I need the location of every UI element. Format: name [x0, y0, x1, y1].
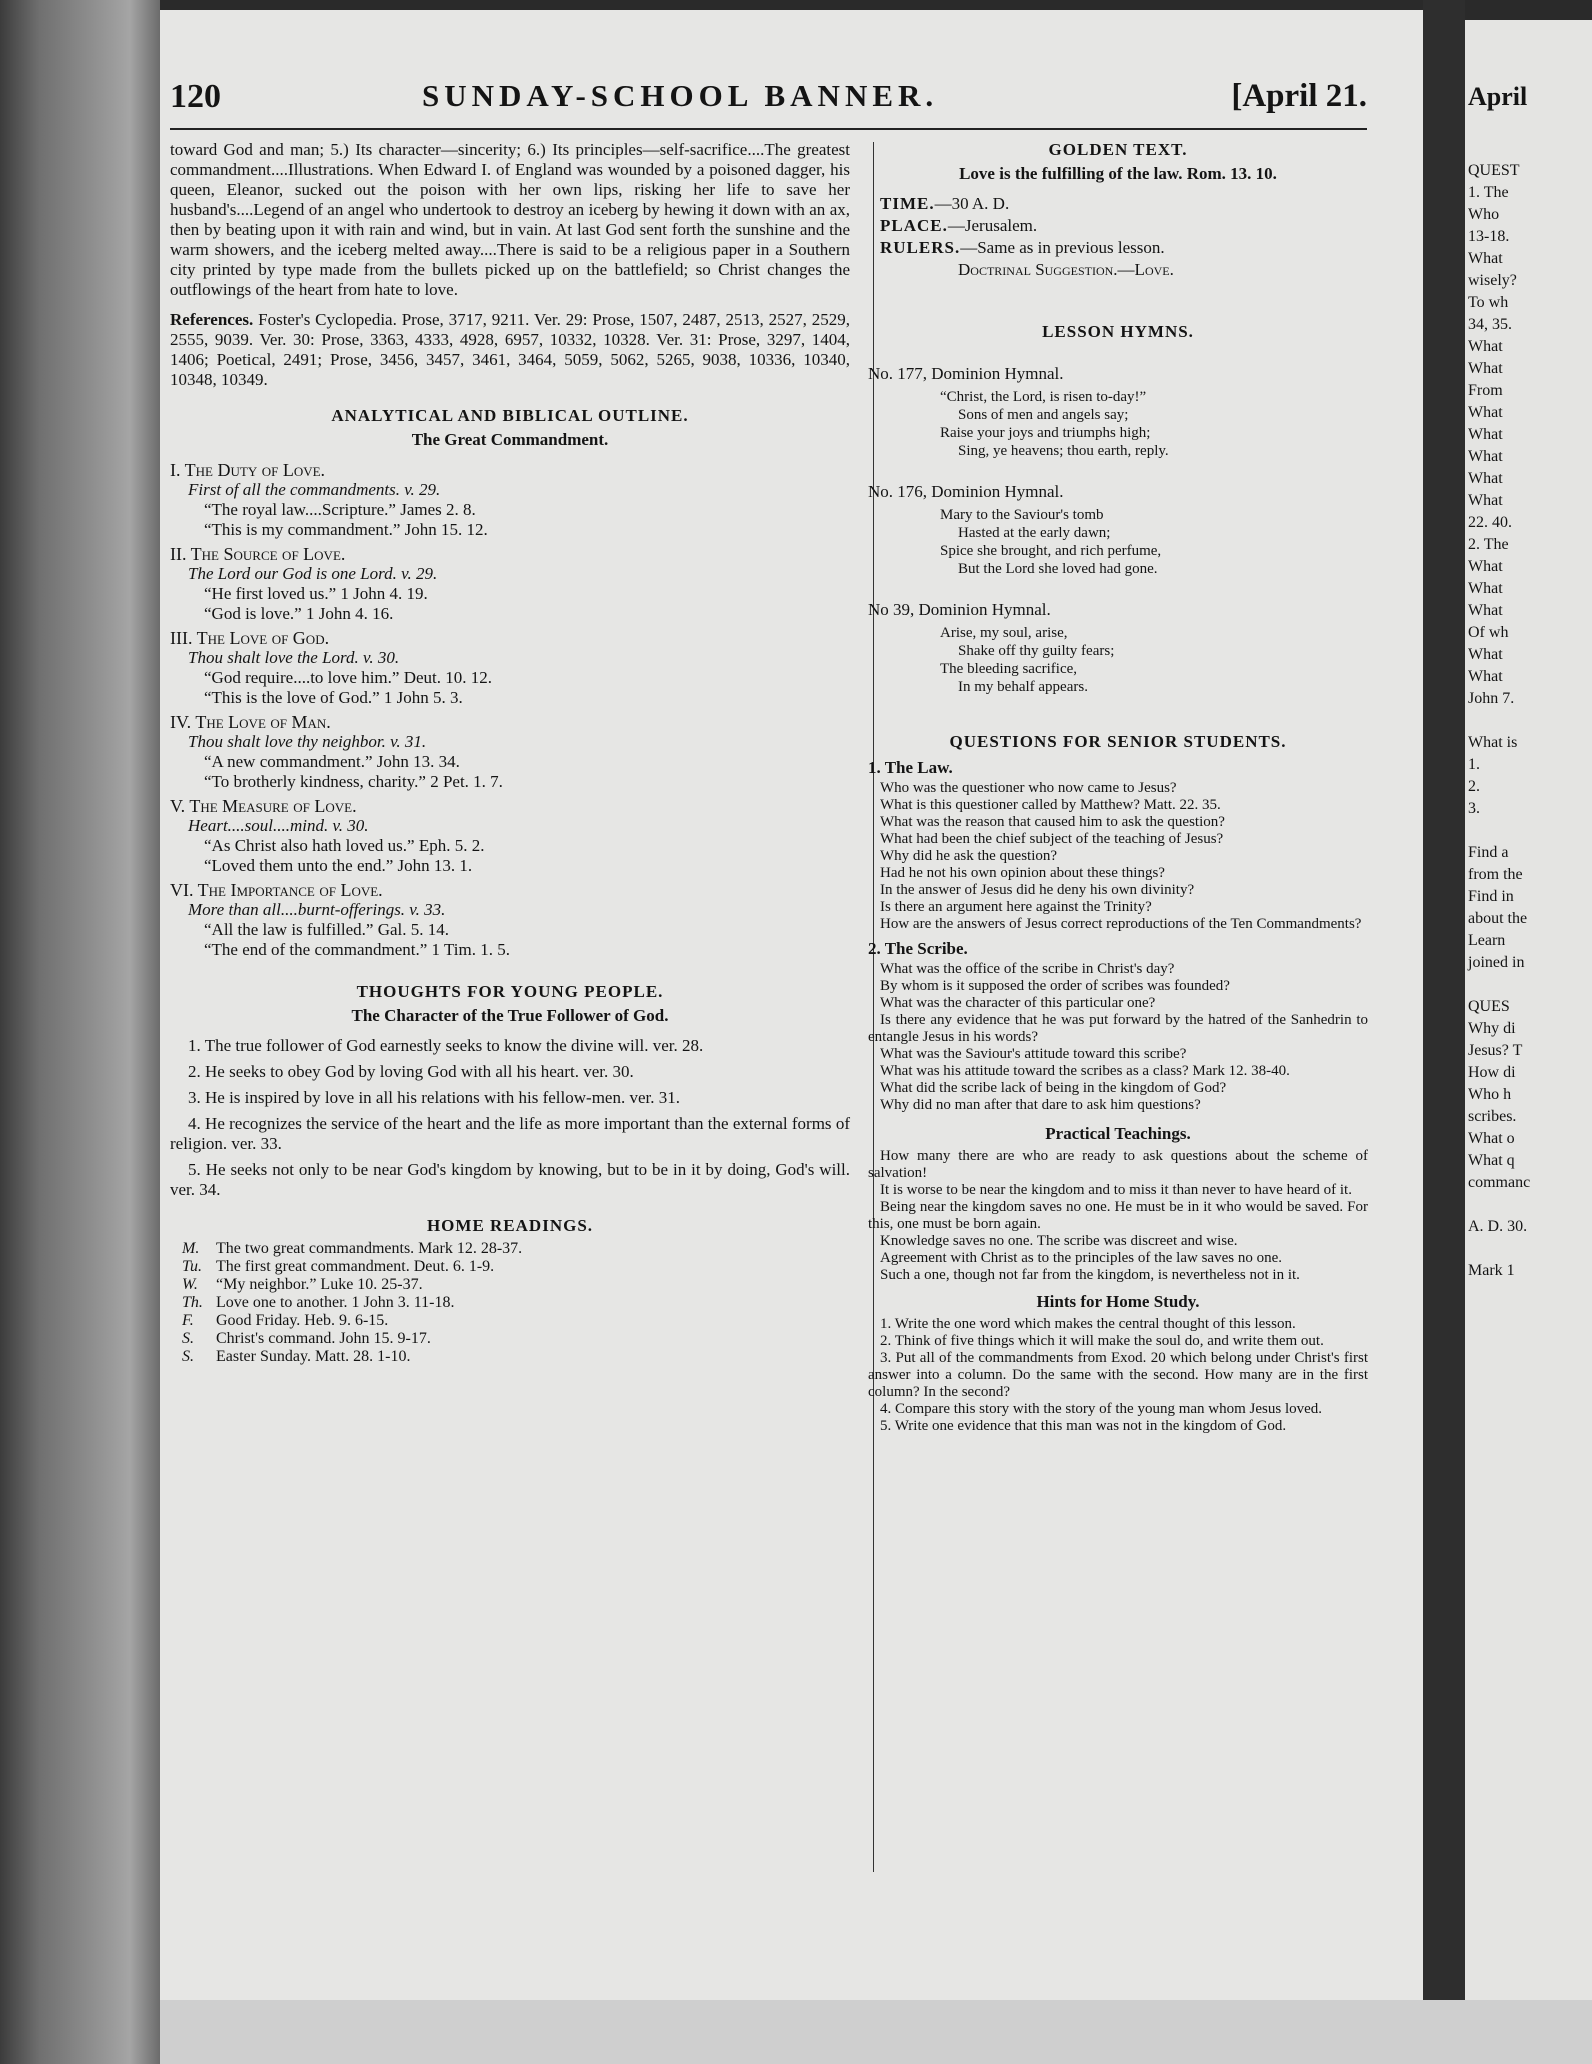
facing-page-fragment: from the — [1468, 866, 1523, 883]
page-header — [170, 78, 1367, 122]
reading-day: M. — [182, 1240, 200, 1257]
hint-item: 4. Compare this story with the story of the young man whom Jesus loved. — [880, 1401, 1323, 1417]
questions-scribe-list — [868, 961, 1368, 1114]
outline-section-title: VI. The Importance of Love. — [170, 880, 383, 900]
facing-page-fragment: 1. — [1468, 756, 1480, 773]
facing-page-fragment: 3. — [1468, 800, 1480, 817]
facing-page-fragment: What q — [1468, 1152, 1515, 1169]
outline-reference: “All the law is fulfilled.” Gal. 5. 14. — [204, 920, 450, 939]
hymn-line: Arise, my soul, arise, — [940, 625, 1068, 641]
outline-reference: “God require....to love him.” Deut. 10. 12. — [204, 668, 492, 687]
hymn-line: Mary to the Saviour's tomb — [940, 507, 1104, 523]
thought-item: 3. He is inspired by love in all his relations with his fellow-men. ver. 31. — [188, 1088, 680, 1107]
facing-page-fragment: What — [1468, 448, 1503, 465]
facing-page-fragment: commanc — [1468, 1174, 1531, 1191]
rulers-label: RULERS. — [880, 238, 961, 257]
question-item: What was the Saviour's attitude toward this scribe? — [880, 1046, 1187, 1062]
right-column — [868, 140, 1368, 1435]
facing-page-fragment: John 7. — [1468, 690, 1515, 707]
thought-item: 2. He seeks to obey God by loving God with all his heart. ver. 30. — [188, 1062, 634, 1081]
facing-page-fragment: To wh — [1468, 294, 1509, 311]
facing-page-fragment: Why di — [1468, 1020, 1516, 1037]
doctrinal-suggestion: Doctrinal Suggestion.—Love. — [958, 260, 1174, 279]
question-item: What is this questioner called by Matthew? Matt. 22. 35. — [880, 797, 1221, 813]
facing-page-fragment: What — [1468, 470, 1503, 487]
question-item: What was the character of this particular one? — [880, 995, 1156, 1011]
facing-page-fragment: April — [1468, 82, 1528, 111]
hints-heading: Hints for Home Study. — [1036, 1292, 1200, 1311]
hymn-line: The bleeding sacrifice, — [940, 661, 1078, 677]
facing-page-fragment: Find a — [1468, 844, 1509, 861]
question-item: Had he not his own opinion about these things? — [880, 865, 1165, 881]
references — [170, 310, 850, 390]
facing-page-fragment: What — [1468, 668, 1503, 685]
rulers-line — [880, 238, 1368, 258]
question-item: How are the answers of Jesus correct reproductions of the Ten Commandments? — [880, 916, 1362, 932]
reading-row — [170, 1294, 850, 1312]
facing-page-fragment: How di — [1468, 1064, 1516, 1081]
facing-page-fragment: Who — [1468, 206, 1500, 223]
facing-page-fragment: A. D. 30. — [1468, 1218, 1528, 1235]
reading-day: Tu. — [182, 1258, 203, 1275]
outline-reference: “As Christ also hath loved us.” Eph. 5. 2. — [204, 836, 485, 855]
place-value: —Jerusalem. — [947, 216, 1038, 235]
facing-page-fragment: 13-18. — [1468, 228, 1510, 245]
outline-reference: “This is my commandment.” John 15. 12. — [204, 520, 488, 539]
outline-reference: “The end of the commandment.” 1 Tim. 1. 5. — [204, 940, 510, 959]
question-item: What was the reason that caused him to ask the question? — [880, 814, 1225, 830]
facing-page-fragment: What — [1468, 602, 1503, 619]
question-item: Who was the questioner who now came to Jesus? — [880, 780, 1177, 796]
reading-row — [170, 1240, 850, 1258]
reading-day: F. — [182, 1312, 194, 1329]
facing-page-fragment: From — [1468, 382, 1503, 399]
senior-questions-heading: QUESTIONS FOR SENIOR STUDENTS. — [949, 732, 1287, 751]
facing-page-fragment: 22. 40. — [1468, 514, 1512, 531]
facing-page-fragment: 2. The — [1468, 536, 1509, 553]
question-item: Why did he ask the question? — [880, 848, 1058, 864]
hymn-line: Raise your joys and triumphs high; — [940, 425, 1151, 441]
practical-item: Such a one, though not far from the kingdom, is nevertheless not in it. — [880, 1267, 1300, 1283]
facing-page-fragment: Who h — [1468, 1086, 1512, 1103]
facing-page-fragment: What — [1468, 426, 1503, 443]
questions-section-scribe: 2. The Scribe. — [868, 939, 968, 958]
outline-section-text: Thou shalt love the Lord. v. 30. — [188, 648, 400, 667]
thought-item: 4. He recognizes the service of the heart and the life as more important than the external forms of religion. ver. 33. — [170, 1114, 850, 1153]
place-line — [880, 216, 1368, 236]
outline-heading: ANALYTICAL AND BIBLICAL OUTLINE. — [331, 406, 689, 425]
hints-list — [868, 1316, 1368, 1435]
golden-text-heading: GOLDEN TEXT. — [1048, 140, 1188, 159]
thought-item: 5. He seeks not only to be near God's kingdom by knowing, but to be in it by doing, God's will. ver. 34. — [170, 1160, 850, 1199]
book-spine-shadow — [0, 0, 160, 2064]
reading-text: Good Friday. Heb. 9. 6-15. — [216, 1312, 389, 1329]
outline-section-text: Thou shalt love thy neighbor. v. 31. — [188, 732, 427, 751]
reading-text: Easter Sunday. Matt. 28. 1-10. — [216, 1348, 411, 1365]
facing-page-fragment: 34, 35. — [1468, 316, 1512, 333]
hymns-list — [868, 364, 1368, 696]
page-number: 120 — [170, 78, 221, 115]
facing-page-fragment: What — [1468, 250, 1503, 267]
question-item: What was the office of the scribe in Christ's day? — [880, 961, 1175, 977]
issue-date: [April 21. — [1231, 78, 1367, 114]
reading-day: W. — [182, 1276, 198, 1293]
header-rule — [170, 128, 1367, 130]
question-item: What had been the chief subject of the teaching of Jesus? — [880, 831, 1224, 847]
questions-law-list — [868, 780, 1368, 933]
questions-section-law: 1. The Law. — [868, 758, 953, 777]
question-item: By whom is it supposed the order of scribes was founded? — [880, 978, 1230, 994]
book-gutter — [1423, 0, 1465, 2064]
practical-item: It is worse to be near the kingdom and to miss it than never to have heard of it. — [880, 1182, 1352, 1198]
reading-day: S. — [182, 1348, 194, 1365]
hymn-line: Shake off thy guilty fears; — [958, 643, 1115, 659]
thoughts-subheading: The Character of the True Follower of God. — [351, 1006, 669, 1025]
facing-page-fragment: QUES — [1468, 998, 1510, 1015]
question-item: Why did no man after that dare to ask him questions? — [880, 1097, 1201, 1113]
rulers-value: —Same as in previous lesson. — [960, 238, 1165, 257]
facing-page-edge — [1465, 20, 1592, 2000]
reading-text: The two great commandments. Mark 12. 28-37. — [216, 1240, 523, 1257]
outline-section-title: II. The Source of Love. — [170, 544, 346, 564]
outline-section-text: The Lord our God is one Lord. v. 29. — [188, 564, 438, 583]
outline-section-title: I. The Duty of Love. — [170, 460, 326, 480]
question-item: In the answer of Jesus did he deny his own divinity? — [880, 882, 1195, 898]
facing-page-fragment: What — [1468, 646, 1503, 663]
left-column — [170, 140, 850, 1366]
outline-reference: “He first loved us.” 1 John 4. 19. — [204, 584, 428, 603]
facing-page-fragment: Learn — [1468, 932, 1506, 949]
reading-text: Love one to another. 1 John 3. 11-18. — [216, 1294, 455, 1311]
thoughts-heading: THOUGHTS FOR YOUNG PEOPLE. — [356, 982, 664, 1001]
facing-page-fragment: What — [1468, 404, 1503, 421]
facing-page-fragment: What — [1468, 338, 1503, 355]
outline-reference: “Loved them unto the end.” John 13. 1. — [204, 856, 473, 875]
question-item: What did the scribe lack of being in the kingdom of God? — [880, 1080, 1227, 1096]
practical-heading: Practical Teachings. — [1045, 1124, 1191, 1143]
hymn-line: “Christ, the Lord, is risen to-day!” — [940, 389, 1147, 405]
place-label: PLACE. — [880, 216, 948, 235]
hymn-line: Spice she brought, and rich perfume, — [940, 543, 1162, 559]
question-item: Is there an argument here against the Trinity? — [880, 899, 1152, 915]
reading-text: “My neighbor.” Luke 10. 25-37. — [216, 1276, 423, 1293]
facing-page-fragment: Mark 1 — [1468, 1262, 1515, 1279]
references-text: Foster's Cyclopedia. Prose, 3717, 9211. Ver. 29: Prose, 1507, 2487, 2513, 2527, 2529, 2555, 9039. Ver. 30: Prose, 3363, 4333, 4928, 6957, 10332, 10328. Ver. 31: Prose, 3297, 1404, 1406; Poetical, 2491; Prose, 3456, 3457, 3461, 3464, 5059, 5062, 5265, 9038, 10336, 10340, 10348, 10349. — [170, 310, 851, 389]
outline-reference: “This is the love of God.” 1 John 5. 3. — [204, 688, 463, 707]
facing-page-fragment: What is — [1468, 734, 1518, 751]
facing-page-fragment: What — [1468, 558, 1503, 575]
hymn-number: No. 176, Dominion Hymnal. — [868, 482, 1064, 501]
time-label: TIME. — [880, 194, 935, 213]
facing-page-fragment: What — [1468, 360, 1503, 377]
facing-page-fragment: What — [1468, 492, 1503, 509]
practical-item: Knowledge saves no one. The scribe was discreet and wise. — [880, 1233, 1238, 1249]
hint-item: 2. Think of five things which it will make the soul do, and write them out. — [880, 1333, 1324, 1349]
facing-page-fragment: scribes. — [1468, 1108, 1517, 1125]
facing-page-fragment: joined in — [1468, 954, 1525, 971]
hymn-line: Sing, ye heavens; thou earth, reply. — [958, 443, 1169, 459]
hint-item: 3. Put all of the commandments from Exod. 20 which belong under Christ's first answer into a column. Do the same with the second. How many are in the first column? In the second? — [868, 1350, 1368, 1400]
reading-day: S. — [182, 1330, 194, 1347]
practical-item: How many there are who are ready to ask questions about the scheme of salvation! — [868, 1148, 1368, 1181]
outline-section-text: Heart....soul....mind. v. 30. — [188, 816, 369, 835]
hymn-line: Hasted at the early dawn; — [958, 525, 1111, 541]
golden-text-quote: Love is the fulfilling of the law. Rom. 13. 10. — [959, 164, 1277, 183]
publication-title: SUNDAY-SCHOOL BANNER. — [422, 78, 939, 113]
outline-section-title: V. The Measure of Love. — [170, 796, 357, 816]
reading-text: The first great commandment. Deut. 6. 1-9. — [216, 1258, 495, 1275]
thought-item: 1. The true follower of God earnestly seeks to know the divine will. ver. 28. — [188, 1036, 704, 1055]
hint-item: 1. Write the one word which makes the central thought of this lesson. — [880, 1316, 1296, 1332]
hymns-heading: LESSON HYMNS. — [1042, 322, 1194, 341]
facing-page-fragment: wisely? — [1468, 272, 1517, 289]
facing-page-fragment: QUEST — [1468, 162, 1520, 179]
facing-page-fragment: 2. — [1468, 778, 1480, 795]
outline-reference: “God is love.” 1 John 4. 16. — [204, 604, 394, 623]
hymn-line: But the Lord she loved had gone. — [958, 561, 1158, 577]
facing-page-fragment: What o — [1468, 1130, 1515, 1147]
hymn-number: No 39, Dominion Hymnal. — [868, 600, 1051, 619]
practical-list — [868, 1148, 1368, 1284]
reading-day: Th. — [182, 1294, 203, 1311]
facing-page-fragment: Jesus? T — [1468, 1042, 1523, 1059]
hymn-line: In my behalf appears. — [958, 679, 1088, 695]
reading-row — [170, 1348, 850, 1366]
intro-paragraph: toward God and man; 5.) Its character—sincerity; 6.) Its principles—self-sacrifice....The greatest commandment....Illustrations. When Edward I. of England was wounded by a poisoned dagger, his queen, Eleanor, sucked out the poison with her own lips, risking her life to save her husband's....Legend of an angel who undertook to destroy an iceberg by hewing it down with an ax, then by beating upon it with rain and wind, but in vain. At last God sent forth the sunshine and the warm showers, and the iceberg melted away....There is said to be a religious paper in a Southern city printed by type made from the bullets picked up on the battlefield; so Christ changes the outflowings of the heart from hate to love. — [170, 140, 850, 299]
question-item: Is there any evidence that he was put forward by the hatred of the Sanhedrin to entangle Jesus in his words? — [868, 1012, 1368, 1045]
reading-row — [170, 1258, 850, 1276]
home-readings-heading: HOME READINGS. — [426, 1216, 594, 1235]
facing-page-fragment: What — [1468, 580, 1503, 597]
outline-reference: “A new commandment.” John 13. 34. — [204, 752, 460, 771]
hint-item: 5. Write one evidence that this man was not in the kingdom of God. — [880, 1418, 1287, 1434]
practical-item: Agreement with Christ as to the principles of the law saves no one. — [880, 1250, 1282, 1266]
home-readings-list — [170, 1240, 850, 1366]
facing-page-fragment: about the — [1468, 910, 1528, 927]
thoughts-list — [170, 1036, 850, 1200]
outline-list — [170, 460, 850, 960]
hymn-number: No. 177, Dominion Hymnal. — [868, 364, 1064, 383]
facing-page-fragment: Of wh — [1468, 624, 1509, 641]
reading-row — [170, 1276, 850, 1294]
outline-reference: “The royal law....Scripture.” James 2. 8. — [204, 500, 476, 519]
references-label: References. — [170, 310, 254, 329]
outline-section-text: More than all....burnt-offerings. v. 33. — [188, 900, 446, 919]
outline-reference: “To brotherly kindness, charity.” 2 Pet. 1. 7. — [204, 772, 503, 791]
reading-row — [170, 1312, 850, 1330]
outline-section-title: III. The Love of God. — [170, 628, 330, 648]
outline-section-title: IV. The Love of Man. — [170, 712, 331, 732]
outline-subheading: The Great Commandment. — [411, 430, 609, 449]
time-value: —30 A. D. — [934, 194, 1010, 213]
facing-page-fragment: 1. The — [1468, 184, 1509, 201]
scan-bottom-edge — [160, 2000, 1592, 2064]
reading-row — [170, 1330, 850, 1348]
question-item: What was his attitude toward the scribes as a class? Mark 12. 38-40. — [880, 1063, 1290, 1079]
time-line — [880, 194, 1368, 214]
reading-text: Christ's command. John 15. 9-17. — [216, 1330, 431, 1347]
practical-item: Being near the kingdom saves no one. He must be in it who would be saved. For this, one must be born again. — [868, 1199, 1368, 1232]
outline-section-text: First of all the commandments. v. 29. — [188, 480, 441, 499]
hymn-line: Sons of men and angels say; — [958, 407, 1129, 423]
facing-page-fragment: Find in — [1468, 888, 1514, 905]
